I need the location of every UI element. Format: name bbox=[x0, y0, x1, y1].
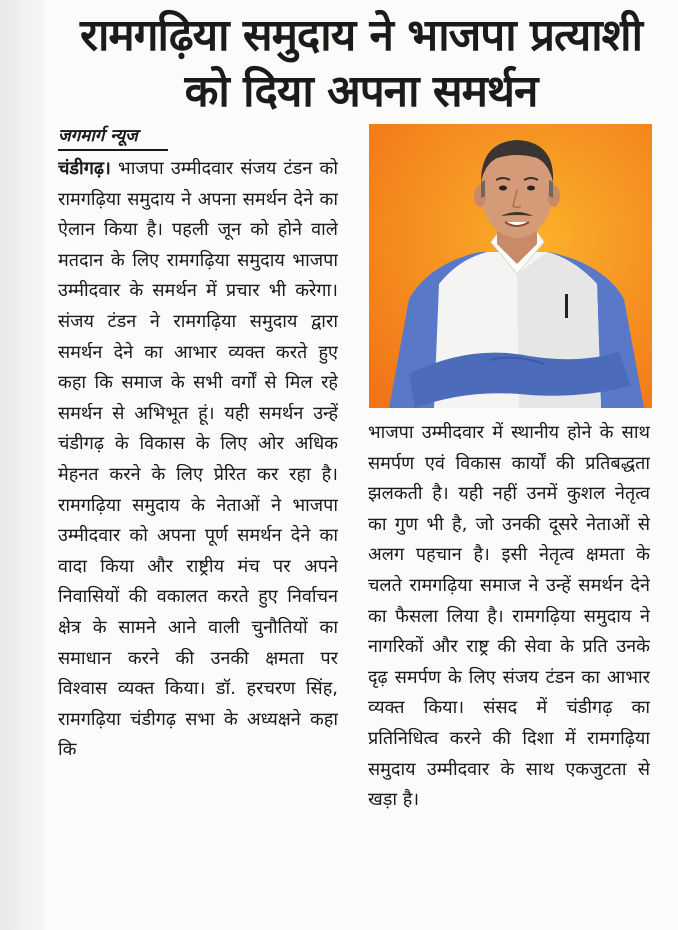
article-body-left: भाजपा उम्मीदवार संजय टंडन को रामगढ़िया समुदाय ने अपना समर्थन देने का ऐलान किया है। पहली जून को होने वाले मतदान के लिए रामगढ़िया समुदाय भाजपा उम्मीदवार के समर्थन में प्रचार भी करेगा। संजय टंडन ने रामगढ़िया समुदाय द्वारा समर्थन देने का आभार व्यक्त करते हुए कहा कि समाज के सभी वर्गों से मिल रहे समर्थन से अभिभूत हूं। यही समर्थन उन्हें चंडीगढ़ के विकास के लिए ओर अधिक मेहनत करने के लिए प्रेरित कर रहा है। रामगढ़िया समुदाय के नेताओं ने भाजपा उम्मीदवार को अपना पूर्ण समर्थन देने का वादा किया और राष्ट्रीय मंच पर अपने निवासियों की वकालत करते हुए निर्वाचन क्षेत्र के सामने आने वाली चुनौतियों का समाधान करने की उनकी क्षमता पर विश्वास व्यक्त किया। डॉ. हरचरण सिंह, रामगढ़िया चंडीगढ़ सभा के अध्यक्षने कहा कि bbox=[58, 158, 338, 761]
portrait-illustration bbox=[369, 124, 652, 408]
portrait-photo bbox=[369, 124, 652, 408]
dateline: चंडीगढ़। bbox=[58, 158, 111, 179]
article-column-right: भाजपा उम्मीदवार में स्थानीय होने के साथ समर्पण एवं विकास कार्यों की प्रतिबद्धता झलकती है। यही नहीं उनमें कुशल नेतृत्व का गुण भी है, जो उनकी दूसरे नेताओं से अलग पहचान है। इसी नेतृत्व क्षमता के चलते रामगढ़िया समाज ने उन्हें समर्थन देने का फैसला लिया है। रामगढ़िया समुदाय ने नागरिकों और राष्ट्र की सेवा के प्रति उनके दृढ़ समर्पण के लिए संजय टंडन का आभार व्यक्त किया। संसद में चंडीगढ़ का प्रतिनिधित्व करने की दिशा में रामगढ़िया समुदाय उम्मीदवार के साथ एकजुटता से खड़ा है। bbox=[368, 422, 650, 811]
page-margin bbox=[0, 0, 44, 930]
headline bbox=[44, 8, 678, 120]
article-column-left bbox=[58, 154, 338, 898]
headline-line-1: रामगढ़िया समुदाय ने भाजपा प्रत्याशी bbox=[80, 10, 642, 61]
headline-line-2: को दिया अपना समर्थन bbox=[184, 66, 538, 117]
byline: जगमार्ग न्यूज bbox=[58, 124, 168, 151]
